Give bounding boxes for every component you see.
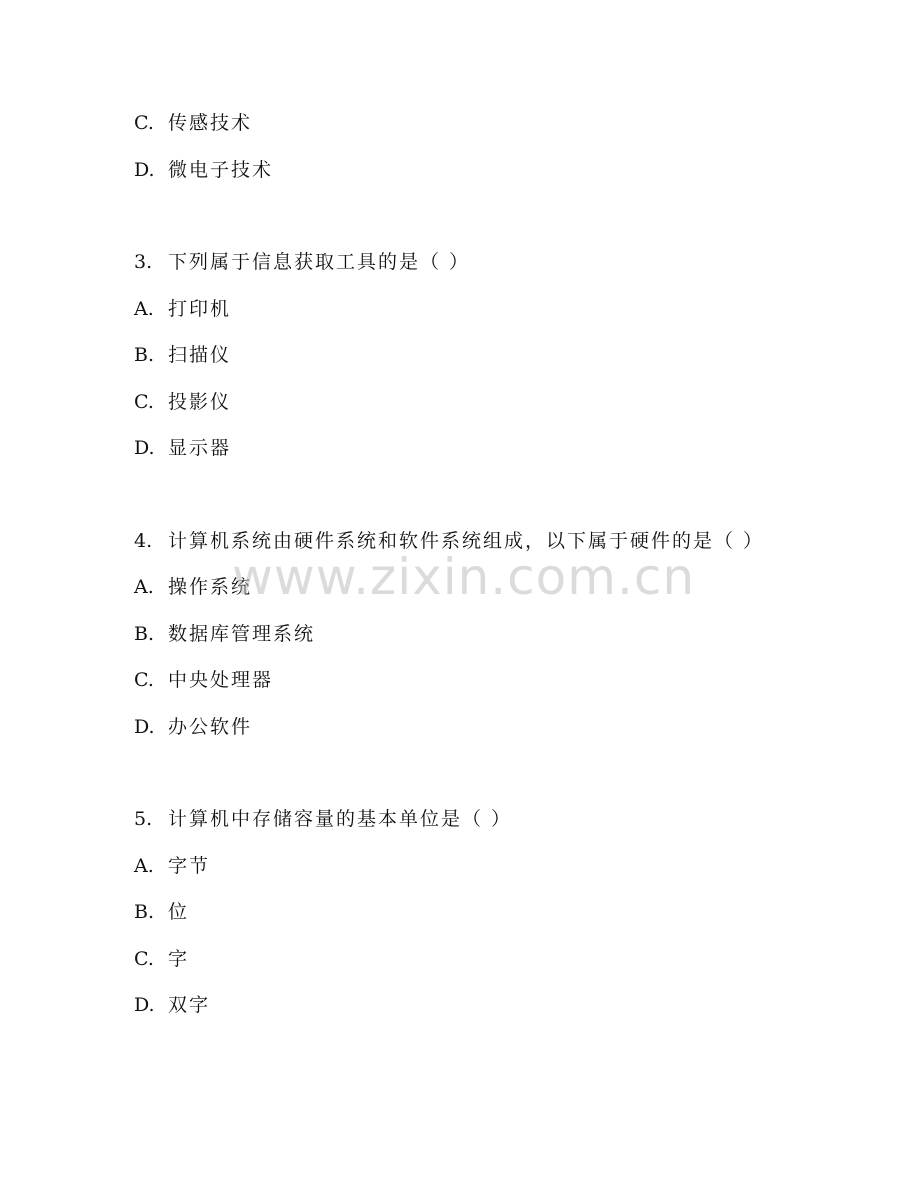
option-text: 显示器 bbox=[168, 437, 232, 459]
option-text: 操作系统 bbox=[168, 576, 253, 598]
option-marker: D. bbox=[134, 437, 155, 459]
question-number: 5. bbox=[134, 808, 153, 830]
option-marker: C. bbox=[134, 112, 154, 134]
option-d-q4 bbox=[134, 712, 252, 742]
option-text: 扫描仪 bbox=[168, 344, 232, 366]
question-text: 计算机中存储容量的基本单位是（ ） bbox=[168, 808, 513, 830]
option-d-q5 bbox=[134, 990, 210, 1020]
option-c-q3 bbox=[134, 387, 231, 417]
option-marker: D. bbox=[134, 716, 155, 738]
option-marker: C. bbox=[134, 391, 154, 413]
option-text: 办公软件 bbox=[168, 716, 253, 738]
option-d-q3 bbox=[134, 433, 231, 463]
option-a-q5 bbox=[134, 851, 210, 881]
option-marker: D. bbox=[134, 994, 155, 1016]
option-text: 微电子技术 bbox=[168, 159, 274, 181]
question-number: 3. bbox=[134, 251, 153, 273]
option-text: 传感技术 bbox=[168, 112, 253, 134]
option-text: 数据库管理系统 bbox=[168, 623, 316, 645]
option-c-q5 bbox=[134, 944, 189, 974]
option-text: 字节 bbox=[168, 855, 211, 877]
option-a-q3 bbox=[134, 294, 231, 324]
question-5 bbox=[134, 804, 512, 834]
option-c-q2 bbox=[134, 108, 252, 138]
option-marker: A. bbox=[134, 576, 154, 598]
option-marker: B. bbox=[134, 901, 155, 923]
watermark: www.zixin.com.cn bbox=[232, 548, 696, 606]
option-marker: D. bbox=[134, 159, 155, 181]
question-text: 下列属于信息获取工具的是（ ） bbox=[168, 251, 471, 273]
option-marker: B. bbox=[134, 344, 155, 366]
question-number: 4. bbox=[134, 530, 153, 552]
question-3 bbox=[134, 247, 470, 277]
option-text: 投影仪 bbox=[168, 391, 232, 413]
option-text: 中央处理器 bbox=[168, 669, 274, 691]
option-text: 字 bbox=[168, 948, 190, 970]
option-text: 打印机 bbox=[168, 298, 232, 320]
option-b-q5 bbox=[134, 897, 189, 927]
option-c-q4 bbox=[134, 665, 273, 695]
option-marker: A. bbox=[134, 298, 154, 320]
option-text: 位 bbox=[168, 901, 190, 923]
question-text: 计算机系统由硬件系统和软件系统组成，以下属于硬件的是（ ） bbox=[168, 530, 765, 552]
option-text: 双字 bbox=[168, 994, 211, 1016]
option-b-q4 bbox=[134, 619, 315, 649]
option-marker: C. bbox=[134, 669, 154, 691]
option-marker: A. bbox=[134, 855, 154, 877]
option-b-q3 bbox=[134, 340, 231, 370]
option-marker: B. bbox=[134, 623, 155, 645]
option-d-q2 bbox=[134, 155, 273, 185]
option-marker: C. bbox=[134, 948, 154, 970]
